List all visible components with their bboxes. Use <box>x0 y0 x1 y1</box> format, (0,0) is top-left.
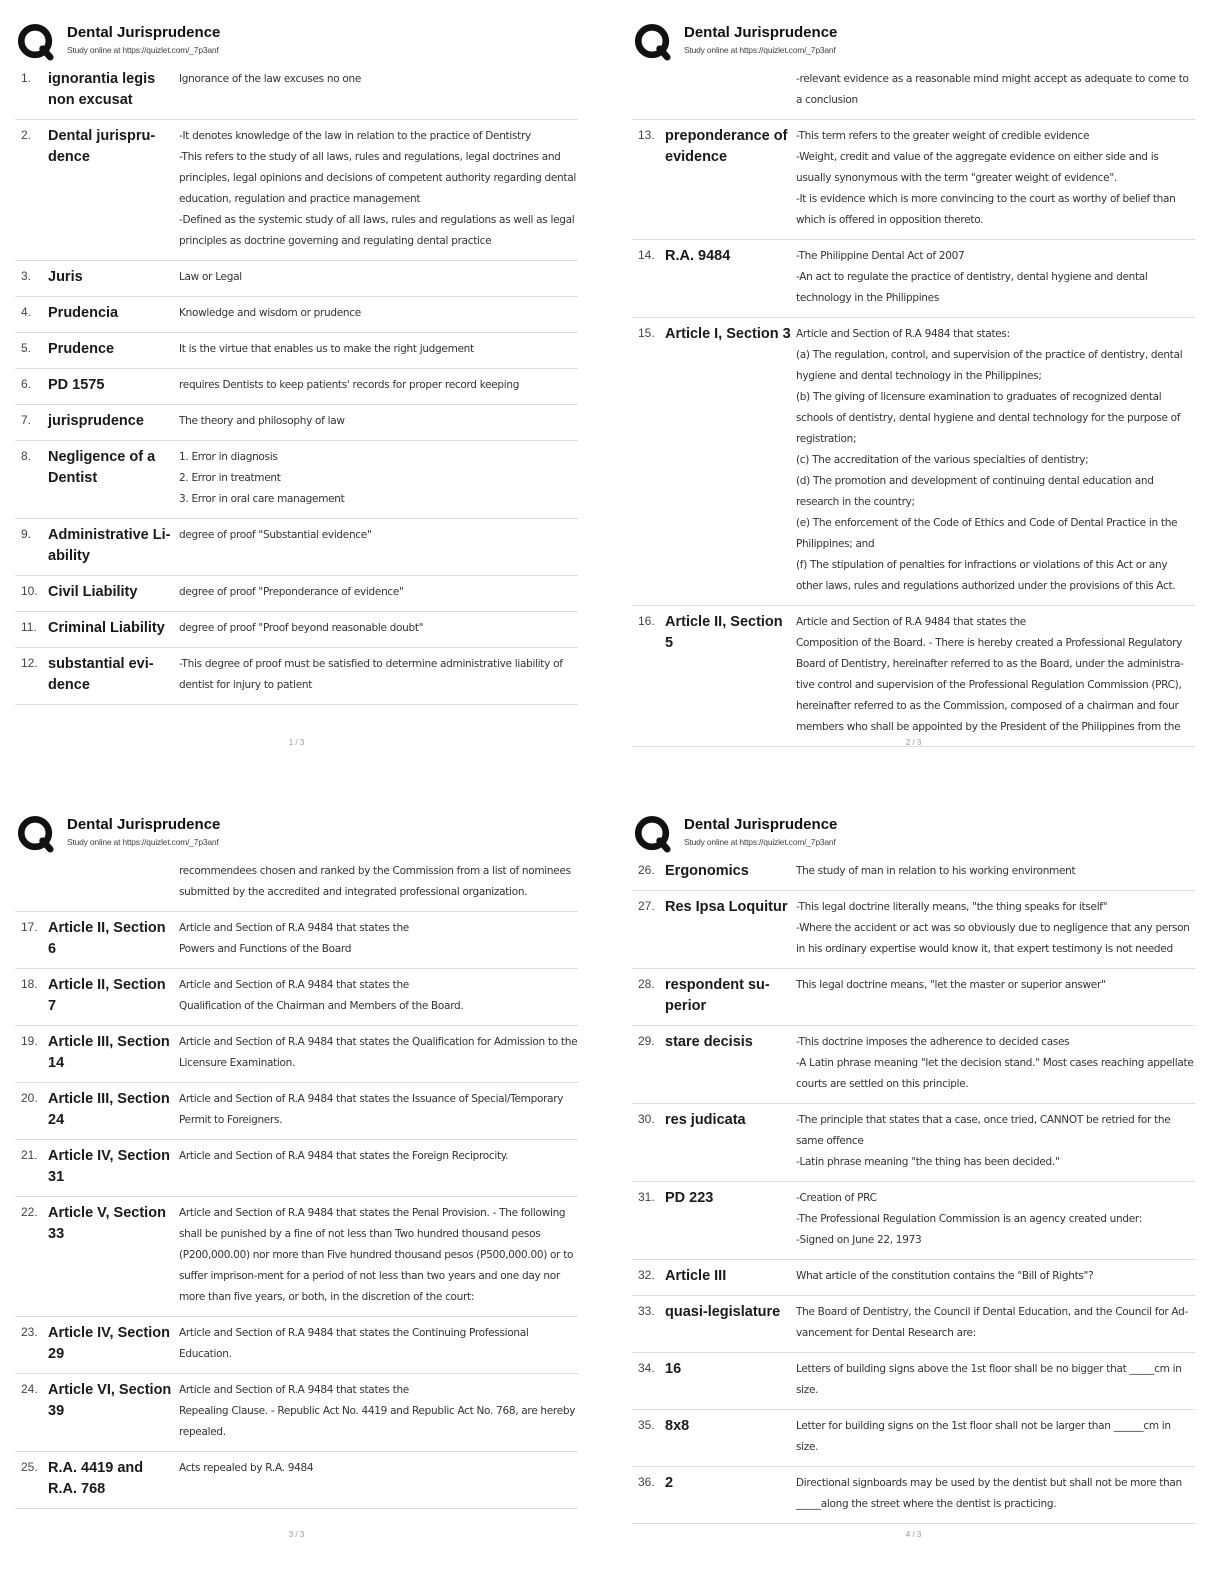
definition-line: -Signed on June 22, 1973 <box>796 1234 922 1246</box>
card-number: 28. <box>638 977 655 991</box>
definition-line: The Board of Dentistry, the Council if Dental Education, and the Council for Ad-vancement for Dental Research are: <box>796 1306 1188 1339</box>
flashcard-row <box>632 120 1195 240</box>
card-definition <box>179 303 578 324</box>
flashcard-row <box>15 1140 578 1197</box>
card-definition <box>796 1032 1195 1095</box>
definition-line: -relevant evidence as a reasonable mind might accept as adequate to come to a conclusion <box>796 73 1189 106</box>
card-term: PD 223 <box>665 1190 714 1206</box>
definition-line: Law or Legal <box>179 271 242 283</box>
flashcard-row <box>15 648 578 705</box>
definition-line: Article and Section of R.A 9484 that states: <box>796 328 1010 340</box>
page-number: 3 / 3 <box>288 1530 305 1539</box>
flashcard-row <box>632 1410 1195 1467</box>
card-definition <box>179 1146 578 1188</box>
flashcard-table <box>15 63 578 705</box>
page-3 <box>15 810 615 1584</box>
card-term <box>48 861 179 903</box>
card-term <box>665 69 796 111</box>
document-title: Dental Jurisprudence <box>684 816 838 833</box>
page-number: 2 / 3 <box>905 738 922 747</box>
flashcard-row <box>15 441 578 519</box>
card-definition <box>796 897 1195 960</box>
card-definition <box>796 126 1195 231</box>
definition-line: degree of proof "Substantial evidence" <box>179 529 372 541</box>
card-term: Prudence <box>48 341 115 357</box>
definition-line: (a) The regulation, control, and supervision of the practice of dentistry, dental hygiene and dental technology in the Philippines; <box>796 349 1183 382</box>
card-term: Article II, Section 6 <box>48 920 166 957</box>
flashcard-row <box>632 1104 1195 1182</box>
card-term: res judicata <box>665 1112 746 1128</box>
definition-line: The theory and philosophy of law <box>179 415 345 427</box>
card-definition <box>796 1188 1195 1251</box>
card-number: 3. <box>21 269 32 283</box>
card-term: Dental jurispru-dence <box>48 128 156 165</box>
card-number: 15. <box>638 326 655 340</box>
definition-line: -This legal doctrine literally means, "the thing speaks for itself" <box>796 901 1108 913</box>
flashcard-row <box>15 333 578 369</box>
card-number: 30. <box>638 1112 655 1126</box>
card-term: Article IV, Section 31 <box>48 1148 170 1185</box>
card-term: Criminal Liability <box>48 620 165 636</box>
definition-line: 2. Error in treatment <box>179 472 281 484</box>
card-number: 5. <box>21 341 32 355</box>
page-1 <box>15 18 615 794</box>
flashcard-row <box>632 1353 1195 1410</box>
definition-line: Ignorance of the law excuses no one <box>179 73 362 85</box>
definition-line: Article and Section of R.A 9484 that states the Foreign Reciprocity. <box>179 1150 509 1162</box>
card-term: Administrative Li-ability <box>48 527 171 564</box>
flashcard-row <box>15 1317 578 1374</box>
card-number: 34. <box>638 1361 655 1375</box>
page-4 <box>632 810 1224 1584</box>
definition-line: -An act to regulate the practice of dentistry, dental hygiene and dental technology in the Philippines <box>796 271 1148 304</box>
card-number: 35. <box>638 1418 655 1432</box>
definition-line: (c) The accreditation of the various specialties of dentistry; <box>796 454 1089 466</box>
flashcard-row <box>632 318 1195 606</box>
study-link[interactable]: Study online at https://quizlet.com/_7p3anf <box>67 837 219 847</box>
flashcard-row <box>15 855 578 912</box>
definition-line: -This degree of proof must be satisfied to determine administrative liability of dentist for injury to patient <box>179 658 563 691</box>
definition-line: -Creation of PRC <box>796 1192 877 1204</box>
definition-line: Repealing Clause. - Republic Act No. 4419 and Republic Act No. 768, are hereby repealed. <box>179 1405 576 1438</box>
definition-line: Article and Section of R.A 9484 that states the Continuing Professional Education. <box>179 1327 529 1360</box>
definition-line: -It is evidence which is more convincing to the court as worthy of belief than which is offered in opposition thereto. <box>796 193 1176 226</box>
card-definition <box>179 447 578 510</box>
flashcard-row <box>632 1296 1195 1353</box>
card-number: 32. <box>638 1268 655 1282</box>
card-number: 10. <box>21 584 38 598</box>
card-term: Article III, Section 14 <box>48 1034 170 1071</box>
definition-line: -This doctrine imposes the adherence to decided cases <box>796 1036 1070 1048</box>
definition-line: -The Philippine Dental Act of 2007 <box>796 250 965 262</box>
card-term: Article II, Section 7 <box>48 977 166 1014</box>
card-definition <box>179 375 578 396</box>
card-number: 25. <box>21 1460 38 1474</box>
definition-line: Article and Section of R.A 9484 that states the <box>179 1384 409 1396</box>
definition-line: -The Professional Regulation Commission is an agency created under: <box>796 1213 1142 1225</box>
card-number: 14. <box>638 248 655 262</box>
definition-line: It is the virtue that enables us to make the right judgement <box>179 343 474 355</box>
flashcard-row <box>15 519 578 576</box>
definition-line: Acts repealed by R.A. 9484 <box>179 1462 314 1474</box>
flashcard-table <box>632 855 1195 1524</box>
card-definition <box>179 975 578 1017</box>
card-term: Juris <box>48 269 83 285</box>
card-definition <box>796 246 1195 309</box>
definition-line: Article and Section of R.A 9484 that states the Issuance of Special/Temporary Permit to Foreigners. <box>179 1093 564 1126</box>
card-number: 6. <box>21 377 32 391</box>
definition-line: The study of man in relation to his working environment <box>796 865 1076 877</box>
page-number: 1 / 3 <box>288 738 305 747</box>
card-definition <box>179 126 578 252</box>
definition-line: degree of proof "Preponderance of evidence" <box>179 586 404 598</box>
card-number: 18. <box>21 977 38 991</box>
card-definition <box>796 975 1195 1017</box>
card-term: Article IV, Section 29 <box>48 1325 170 1362</box>
definition-line: requires Dentists to keep patients' records for proper record keeping <box>179 379 520 391</box>
definition-line: Knowledge and wisdom or prudence <box>179 307 361 319</box>
card-number: 21. <box>21 1148 38 1162</box>
card-definition <box>179 1380 578 1443</box>
flashcard-row <box>632 1182 1195 1260</box>
quizlet-logo-icon <box>17 23 55 61</box>
card-term: Article III, Section 24 <box>48 1091 170 1128</box>
card-definition <box>796 1416 1195 1458</box>
card-number: 20. <box>21 1091 38 1105</box>
flashcard-row <box>632 855 1195 891</box>
definition-line: -This refers to the study of all laws, rules and regulations, legal doctrines and principles, legal opinions and decisions of competent authority regarding dental education, regulation and practice management <box>179 151 576 205</box>
definition-line: (f) The stipulation of penalties for infractions or violations of this Act or any other laws, rules and regulations authorized under the provisions of this Act. <box>796 559 1176 592</box>
card-number: 12. <box>21 656 38 670</box>
page-2 <box>632 18 1224 794</box>
flashcard-row <box>15 969 578 1026</box>
document-title: Dental Jurisprudence <box>67 24 221 41</box>
card-number: 27. <box>638 899 655 913</box>
card-number: 13. <box>638 128 655 142</box>
definition-line: Article and Section of R.A 9484 that states the Qualification for Admission to the Licensure Examination. <box>179 1036 578 1069</box>
flashcard-table <box>632 63 1195 747</box>
card-number: 23. <box>21 1325 38 1339</box>
card-definition <box>179 1203 578 1308</box>
flashcard-row <box>632 1467 1195 1524</box>
flashcard-row <box>15 297 578 333</box>
card-term: Prudencia <box>48 305 119 321</box>
card-term: R.A. 9484 <box>665 248 731 264</box>
definition-line: Article and Section of R.A 9484 that states the <box>179 922 409 934</box>
card-number: 24. <box>21 1382 38 1396</box>
card-definition <box>179 582 578 603</box>
definition-line: degree of proof "Proof beyond reasonable doubt" <box>179 622 424 634</box>
card-definition <box>796 1359 1195 1401</box>
flashcard-row <box>632 606 1195 747</box>
card-term: jurisprudence <box>48 413 144 429</box>
definition-line: 1. Error in diagnosis <box>179 451 278 463</box>
definition-line: -Weight, credit and value of the aggregate evidence on either side and is usually synonymous with the term "greater weight of evidence". <box>796 151 1159 184</box>
flashcard-row <box>632 1026 1195 1104</box>
flashcard-row <box>632 63 1195 120</box>
flashcard-row <box>15 612 578 648</box>
page-header <box>15 810 615 855</box>
flashcard-row <box>15 576 578 612</box>
card-definition <box>796 612 1195 738</box>
card-number: 36. <box>638 1475 655 1489</box>
page-number: 4 / 3 <box>905 1530 922 1539</box>
card-definition <box>179 654 578 696</box>
card-term: Res Ipsa Loquitur <box>665 899 788 915</box>
definition-line: -It denotes knowledge of the law in relation to the practice of Dentistry <box>179 130 531 142</box>
card-term: ignorantia legis non excusat <box>48 71 156 108</box>
card-term: Article V, Section 33 <box>48 1205 166 1242</box>
flashcard-row <box>632 240 1195 318</box>
card-term: Article I, Section 3 <box>665 326 791 342</box>
flashcard-row <box>15 1083 578 1140</box>
card-term: 8x8 <box>665 1418 690 1434</box>
card-number: 16. <box>638 614 655 628</box>
flashcard-row <box>632 891 1195 969</box>
card-definition <box>179 618 578 639</box>
quizlet-logo-icon <box>634 23 672 61</box>
card-definition <box>796 69 1195 111</box>
card-definition <box>796 861 1195 882</box>
flashcard-table <box>15 855 578 1509</box>
definition-line: (e) The enforcement of the Code of Ethics and Code of Dental Practice in the Philippines; and <box>796 517 1178 550</box>
page-header <box>632 810 1224 855</box>
card-definition <box>179 1323 578 1365</box>
card-term: substantial evi-dence <box>48 656 154 693</box>
card-term: preponderance of evidence <box>665 128 788 165</box>
definition-line: 3. Error in oral care management <box>179 493 345 505</box>
card-definition <box>796 1110 1195 1173</box>
definition-line: -Where the accident or act was so obviously due to negligence that any person in his ordinary expertise would know it, that expert testimony is not needed <box>796 922 1190 955</box>
definition-line: -Defined as the systemic study of all laws, rules and regulations as well as legal principles as doctrine governing and regulating dental practice <box>179 214 575 247</box>
card-definition <box>179 1032 578 1074</box>
study-link[interactable]: Study online at https://quizlet.com/_7p3anf <box>684 45 836 55</box>
card-number: 11. <box>21 620 37 634</box>
flashcard-row <box>15 1197 578 1317</box>
card-term: Civil Liability <box>48 584 138 600</box>
flashcard-row <box>15 261 578 297</box>
card-definition <box>179 861 578 903</box>
definition-line: -The principle that states that a case, once tried, CANNOT be retried for the same offence <box>796 1114 1171 1147</box>
definition-line: Article and Section of R.A 9484 that states the <box>179 979 409 991</box>
definition-line: Letters of building signs above the 1st floor shall be no bigger that _____cm in size. <box>796 1363 1182 1396</box>
definition-line: Composition of the Board. - There is hereby created a Professional Regulatory Board of Dentistry, hereinafter referred to as the Board, under the administra-tive control and supervision of the Professional Regulation Commission (PRC), hereinafter referred to as the Commission, composed of a chairman and four members who shall be appointed by the President of the Philippines from the <box>796 637 1184 733</box>
flashcard-row <box>15 405 578 441</box>
definition-line: recommendees chosen and ranked by the Commission from a list of nominees submitted by the accredited and integrated professional organization. <box>179 865 571 898</box>
flashcard-row <box>15 1374 578 1452</box>
card-term: PD 1575 <box>48 377 105 393</box>
definition-line: (d) The promotion and development of continuing dental education and research in the country; <box>796 475 1154 508</box>
card-term: R.A. 4419 and R.A. 768 <box>48 1460 144 1497</box>
card-definition <box>796 1473 1195 1515</box>
card-term: 16 <box>665 1361 682 1377</box>
card-definition <box>179 267 578 288</box>
card-number: 19. <box>21 1034 38 1048</box>
definition-line: Directional signboards may be used by the dentist but shall not be more than _____along the street where the dentist is practicing. <box>796 1477 1182 1510</box>
definition-line: Qualification of the Chairman and Members of the Board. <box>179 1000 464 1012</box>
card-number <box>15 861 48 903</box>
flashcard-row <box>15 1452 578 1509</box>
quizlet-logo-icon <box>17 815 55 853</box>
card-definition <box>179 1458 578 1500</box>
card-definition <box>179 69 578 111</box>
card-definition <box>796 1266 1195 1287</box>
flashcard-row <box>632 1260 1195 1296</box>
card-number: 31. <box>638 1190 655 1204</box>
definition-line: This legal doctrine means, "let the master or superior answer" <box>796 979 1106 991</box>
card-number: 8. <box>21 449 32 463</box>
card-number: 9. <box>21 527 32 541</box>
definition-line: Article and Section of R.A 9484 that states the Penal Provision. - The following shall be punished by a fine of not less than Two hundred thousand pesos (P200,000.00) nor more than Five hundred thousand pesos (P500,000.00) or to suffer imprison-ment for a period of not less than two years and one day nor more than five years, or both, in the discretion of the court: <box>179 1207 574 1303</box>
card-term: Article III <box>665 1268 727 1284</box>
card-number: 1. <box>21 71 32 85</box>
card-term: Article II, Section 5 <box>665 614 783 651</box>
card-definition <box>179 1089 578 1131</box>
page-header <box>15 18 615 63</box>
definition-line: What article of the constitution contains the "Bill of Rights"? <box>796 1270 1094 1282</box>
card-term: Negligence of a Dentist <box>48 449 156 486</box>
study-link[interactable]: Study online at https://quizlet.com/_7p3anf <box>67 45 219 55</box>
quizlet-logo-icon <box>634 815 672 853</box>
card-term: Article VI, Section 39 <box>48 1382 172 1419</box>
flashcard-row <box>15 1026 578 1083</box>
card-term: Ergonomics <box>665 863 749 879</box>
card-number: 17. <box>21 920 38 934</box>
definition-line: (b) The giving of licensure examination to graduates of recognized dental schools of dentistry, dental hygiene and dental technology for the purpose of registration; <box>796 391 1181 445</box>
card-term: quasi-legislature <box>665 1304 781 1320</box>
card-definition <box>796 324 1195 597</box>
page-header <box>632 18 1224 63</box>
flashcard-row <box>632 969 1195 1026</box>
card-number: 33. <box>638 1304 655 1318</box>
card-term: stare decisis <box>665 1034 753 1050</box>
card-number: 29. <box>638 1034 655 1048</box>
definition-line: -A Latin phrase meaning "let the decision stand." Most cases reaching appellate courts are settled on this principle. <box>796 1057 1194 1090</box>
flashcard-row <box>15 912 578 969</box>
flashcard-row <box>15 63 578 120</box>
card-definition <box>179 411 578 432</box>
card-number: 26. <box>638 863 655 877</box>
card-definition <box>179 918 578 960</box>
card-definition <box>179 339 578 360</box>
card-number <box>632 69 665 111</box>
card-definition <box>796 1302 1195 1344</box>
document-title: Dental Jurisprudence <box>684 24 838 41</box>
document-title: Dental Jurisprudence <box>67 816 221 833</box>
flashcard-row <box>15 369 578 405</box>
definition-line: Article and Section of R.A 9484 that states the <box>796 616 1026 628</box>
definition-line: Powers and Functions of the Board <box>179 943 352 955</box>
card-number: 2. <box>21 128 32 142</box>
card-number: 22. <box>21 1205 38 1219</box>
card-term: 2 <box>665 1475 674 1491</box>
card-number: 7. <box>21 413 32 427</box>
definition-line: Letter for building signs on the 1st floor shall not be larger than ______cm in size. <box>796 1420 1171 1453</box>
card-term: respondent su-perior <box>665 977 770 1014</box>
study-link[interactable]: Study online at https://quizlet.com/_7p3anf <box>684 837 836 847</box>
definition-line: -Latin phrase meaning "the thing has been decided." <box>796 1156 1060 1168</box>
flashcard-row <box>15 120 578 261</box>
card-definition <box>179 525 578 567</box>
card-number: 4. <box>21 305 32 319</box>
definition-line: -This term refers to the greater weight of credible evidence <box>796 130 1090 142</box>
